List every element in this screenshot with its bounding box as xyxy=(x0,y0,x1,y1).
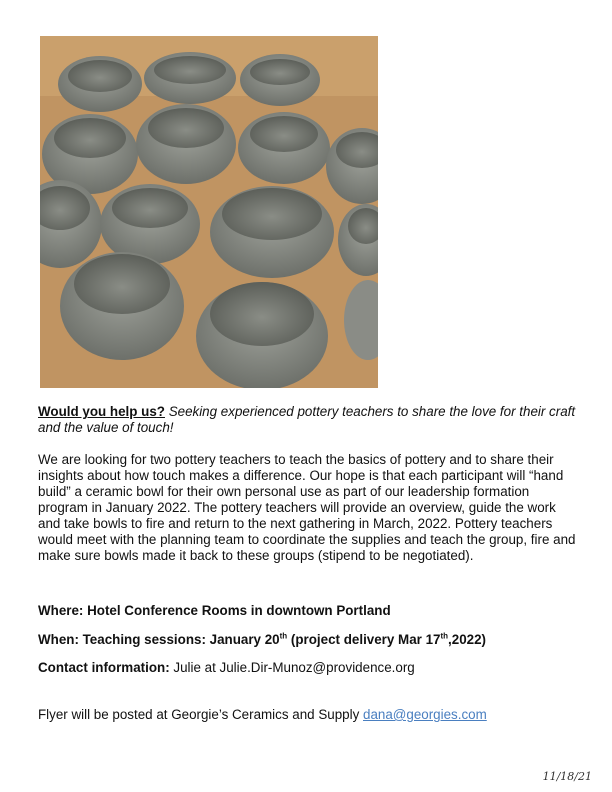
flyer-line xyxy=(38,707,578,723)
location-line: Where: Hotel Conference Rooms in downtown Portland xyxy=(38,603,391,618)
pottery-photo xyxy=(40,36,378,388)
email-link[interactable]: dana@georgies.com xyxy=(363,707,487,722)
schedule-middle: (project delivery Mar 17 xyxy=(287,632,441,647)
schedule-sup-1: th xyxy=(279,631,288,641)
flyer-text: Flyer will be posted at Georgie’s Ceramics and Supply xyxy=(38,707,363,722)
contact-line xyxy=(38,660,578,676)
pottery-bowls-image xyxy=(40,36,378,388)
intro-paragraph xyxy=(38,404,578,436)
schedule-suffix: ,2022) xyxy=(448,632,487,647)
schedule-prefix: When: Teaching sessions: January 20 xyxy=(38,632,280,647)
handwritten-date: 11/18/21 xyxy=(542,770,592,783)
intro-tagline: Seeking experienced pottery teachers to share the love for their craft and the value of touch! xyxy=(38,404,576,435)
schedule-line xyxy=(38,632,578,648)
contact-label: Contact information: xyxy=(38,660,170,675)
contact-value: Julie at Julie.Dir-Munoz@providence.org xyxy=(169,660,415,675)
description-paragraph: We are looking for two pottery teachers to teach the basics of pottery and to share their insights about how touch makes a difference. Our hope is that each participant will “hand build” a ceramic bowl for their own personal use as part of our leadership formation program in January 2022. The pottery teachers will provide an overview, guide the work and take bowls to fire and return to the next gathering in March, 2022. Pottery teachers would meet with the planning team to coordinate the supplies and teach the group, fire and make sure bowls made it back to these groups (stipend to be negotiated). xyxy=(38,452,576,563)
intro-question: Would you help us? xyxy=(38,404,165,419)
schedule-sup-2: th xyxy=(440,631,449,641)
